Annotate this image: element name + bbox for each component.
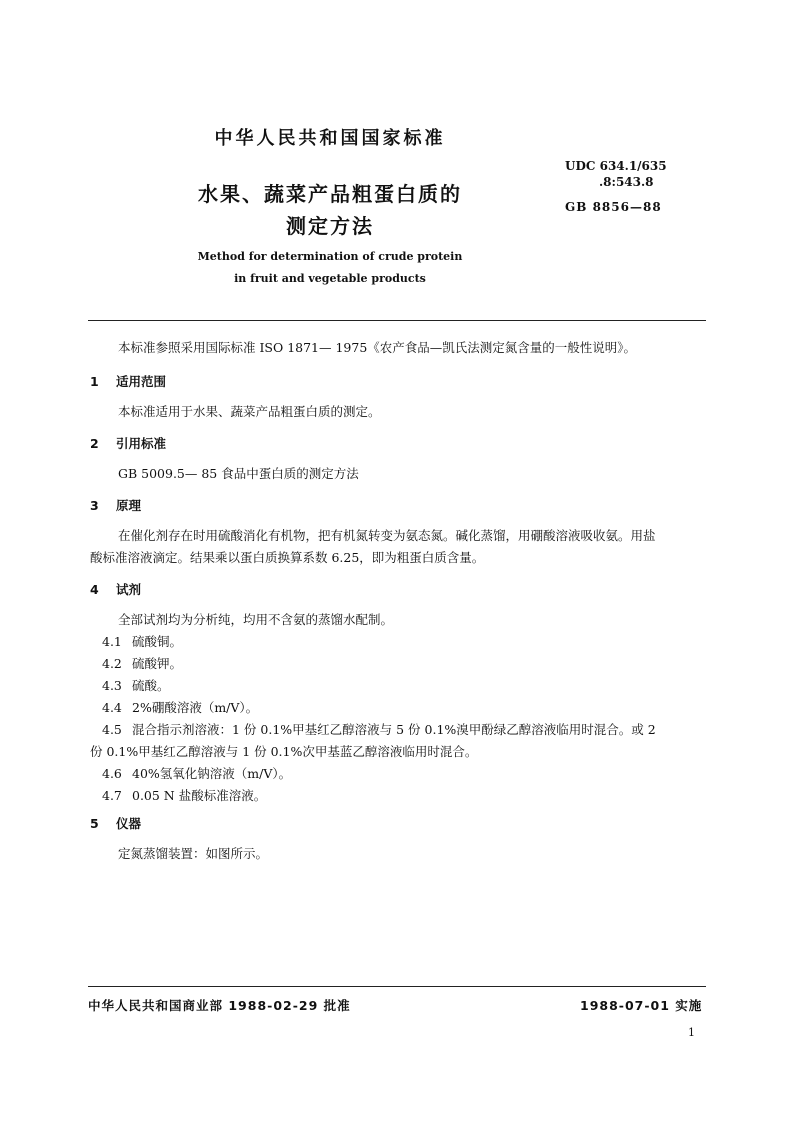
english-title-line-2: in fruit and vegetable products [234, 272, 426, 285]
item-text: 硫酸铜。 [132, 634, 183, 649]
list-item [102, 720, 656, 738]
effective-date: 1988-07-01 实施 [580, 998, 703, 1013]
section-4-heading [90, 580, 141, 598]
section-title: 仪器 [116, 816, 142, 831]
section-1-heading [90, 372, 166, 390]
item-text: 40%氢氧化钠溶液（m/V）。 [132, 766, 292, 781]
list-item [102, 632, 182, 650]
item-text: 0.05 N 盐酸标准溶液。 [132, 788, 267, 803]
section-2-text: GB 5009.5— 85 食品中蛋白质的测定方法 [118, 466, 359, 481]
section-5-heading [90, 814, 141, 832]
item-text: 混合指示剂溶液：1 份 0.1%甲基红乙醇溶液与 5 份 0.1%溴甲酚绿乙醇溶液临用时混合。或 2 [132, 722, 656, 737]
item-number: 4.5 [102, 722, 122, 737]
list-item [102, 676, 170, 694]
section-number: 3 [90, 498, 99, 513]
intro-paragraph: 本标准参照采用国际标准 ISO 1871— 1975《农产食品—凯氏法测定氮含量的一般性说明》。 [118, 340, 637, 355]
udc-line-2: .8:543.8 [599, 175, 654, 189]
item-number: 4.3 [102, 678, 122, 693]
approval-note: 中华人民共和国商业部 1988-02-29 批准 [88, 998, 351, 1013]
item-number: 4.2 [102, 656, 122, 671]
standard-agency: 中华人民共和国国家标准 [214, 128, 446, 149]
section-3-heading [90, 496, 141, 514]
list-item [102, 764, 291, 782]
section-3-text-line-2: 酸标准溶液滴定。结果乘以蛋白质换算系数 6.25，即为粗蛋白质含量。 [90, 550, 485, 565]
udc-line-1: UDC 634.1/635 [565, 159, 667, 173]
section-number: 4 [90, 582, 99, 597]
title-line-2: 测定方法 [286, 214, 374, 238]
item-text: 2%硼酸溶液（m/V）。 [132, 700, 259, 715]
section-4-text: 全部试剂均为分析纯，均用不含氨的蒸馏水配制。 [118, 612, 394, 627]
section-5-text: 定氮蒸馏装置：如图所示。 [118, 846, 269, 861]
section-title: 引用标准 [116, 436, 167, 451]
english-title-line-1: Method for determination of crude protein [197, 250, 463, 263]
header-divider [88, 320, 706, 321]
section-number: 2 [90, 436, 99, 451]
gb-number: GB 8856—88 [565, 200, 662, 214]
section-2-heading [90, 434, 166, 452]
section-title: 试剂 [116, 582, 142, 597]
list-item [102, 654, 182, 672]
title-line-1: 水果、蔬菜产品粗蛋白质的 [198, 182, 462, 206]
section-number: 5 [90, 816, 99, 831]
section-1-text: 本标准适用于水果、蔬菜产品粗蛋白质的测定。 [118, 404, 381, 419]
list-item-continuation [90, 742, 477, 760]
item-text: 硫酸。 [132, 678, 170, 693]
section-title: 适用范围 [116, 374, 167, 389]
section-title: 原理 [116, 498, 142, 513]
list-item [102, 786, 266, 804]
item-text: 硫酸钾。 [132, 656, 183, 671]
section-3-text-line-1: 在催化剂存在时用硫酸消化有机物，把有机氮转变为氨态氮。碱化蒸馏，用硼酸溶液吸收氨。用盐 [118, 528, 656, 543]
list-item [102, 698, 258, 716]
page-number: 1 [688, 1026, 695, 1039]
footer-divider [88, 986, 706, 987]
item-number: 4.1 [102, 634, 122, 649]
item-number: 4.4 [102, 700, 122, 715]
udc-code [565, 158, 667, 190]
item-number: 4.7 [102, 788, 122, 803]
section-number: 1 [90, 374, 99, 389]
item-text: 份 0.1%甲基红乙醇溶液与 1 份 0.1%次甲基蓝乙醇溶液临用时混合。 [90, 744, 478, 759]
item-number: 4.6 [102, 766, 122, 781]
